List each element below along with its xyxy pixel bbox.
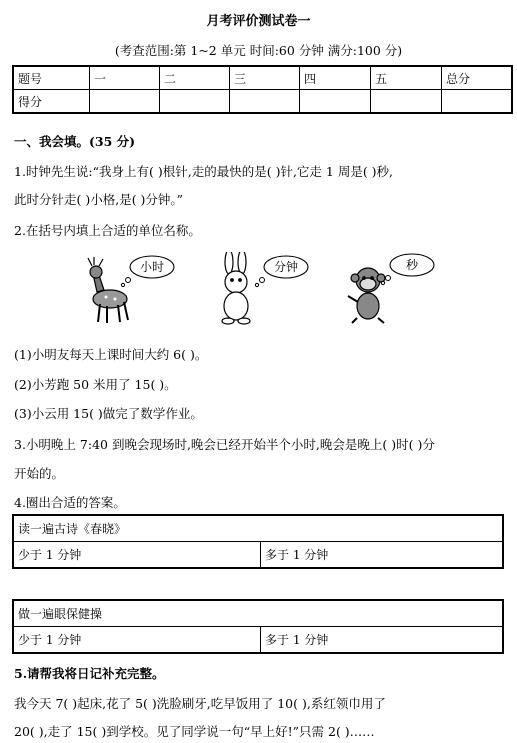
answer-option[interactable]: 多于 1 分钟 [261,627,504,654]
bubble-label: 小时 [139,260,165,274]
answer-box-1 [12,514,504,569]
answer-option[interactable]: 少于 1 分钟 [13,627,261,654]
answer-option[interactable]: 少于 1 分钟 [13,542,261,569]
bubble-label: 分钟 [273,260,299,274]
answer-box-title: 做一遍眼保健操 [13,600,503,627]
score-input-cell[interactable] [442,90,513,114]
rabbit-icon [222,252,250,324]
score-cell: 四 [300,66,371,90]
monkey-icon [348,268,385,323]
score-table-score-row [13,90,512,114]
question-5-prompt: 5.请帮我将日记补充完整。 [14,666,165,681]
deer-icon [88,257,128,323]
bubble-label: 秒 [405,258,419,272]
answer-box-2 [12,599,504,654]
score-input-cell[interactable] [230,90,300,114]
score-cell: 一 [90,66,160,90]
question-3-line-2: 开始的。 [14,466,65,481]
score-input-cell[interactable] [90,90,160,114]
answer-box-title: 读一遍古诗《春晓》 [13,515,503,542]
question-1-line-2: 此时分针走( )小格,是( )分钟。” [14,192,184,207]
page-title: 月考评价测试卷一 [206,14,311,29]
score-cell: 总分 [442,66,513,90]
score-table [12,65,513,114]
question-4-prompt: 4.圈出合适的答案。 [14,495,126,510]
section-heading: 一、我会填。(35 分) [14,134,136,149]
question-1-line-1: 1.时钟先生说:“我身上有( )根针,走的最快的是( )针,它走 1 周是( )秒, [14,164,394,179]
score-cell: 得分 [13,90,90,114]
score-cell: 五 [371,66,442,90]
score-cell: 三 [230,66,300,90]
score-input-cell[interactable] [371,90,442,114]
page-subtitle: (考查范围:第 1~2 单元 时间:60 分钟 满分:100 分) [114,43,403,58]
score-input-cell[interactable] [160,90,230,114]
score-cell: 二 [160,66,230,90]
score-input-cell[interactable] [300,90,371,114]
question-2-prompt: 2.在括号内填上合适的单位名称。 [14,223,201,238]
question-5-line-1: 我今天 7( )起床,花了 5( )洗脸刷牙,吃早饭用了 10( ),系红领巾用了 [14,696,386,711]
score-cell: 题号 [13,66,90,90]
question-3-line-1: 3.小明晚上 7:40 到晚会现场时,晚会已经开始半个小时,晚会是晚上( )时( )分 [14,437,435,452]
question-5-line-2: 20( ),走了 15( )到学校。见了同学说一句“早上好!”只需 2( )…… [14,724,375,739]
unit-illustrations [0,252,517,327]
answer-option[interactable]: 多于 1 分钟 [261,542,504,569]
question-2-sub-2: (2)小芳跑 50 米用了 15( )。 [14,377,177,392]
question-2-sub-1: (1)小明友每天上课时间大约 6( )。 [14,347,208,362]
question-2-sub-3: (3)小云用 15( )做完了数学作业。 [14,406,203,421]
score-table-header-row [13,66,512,90]
